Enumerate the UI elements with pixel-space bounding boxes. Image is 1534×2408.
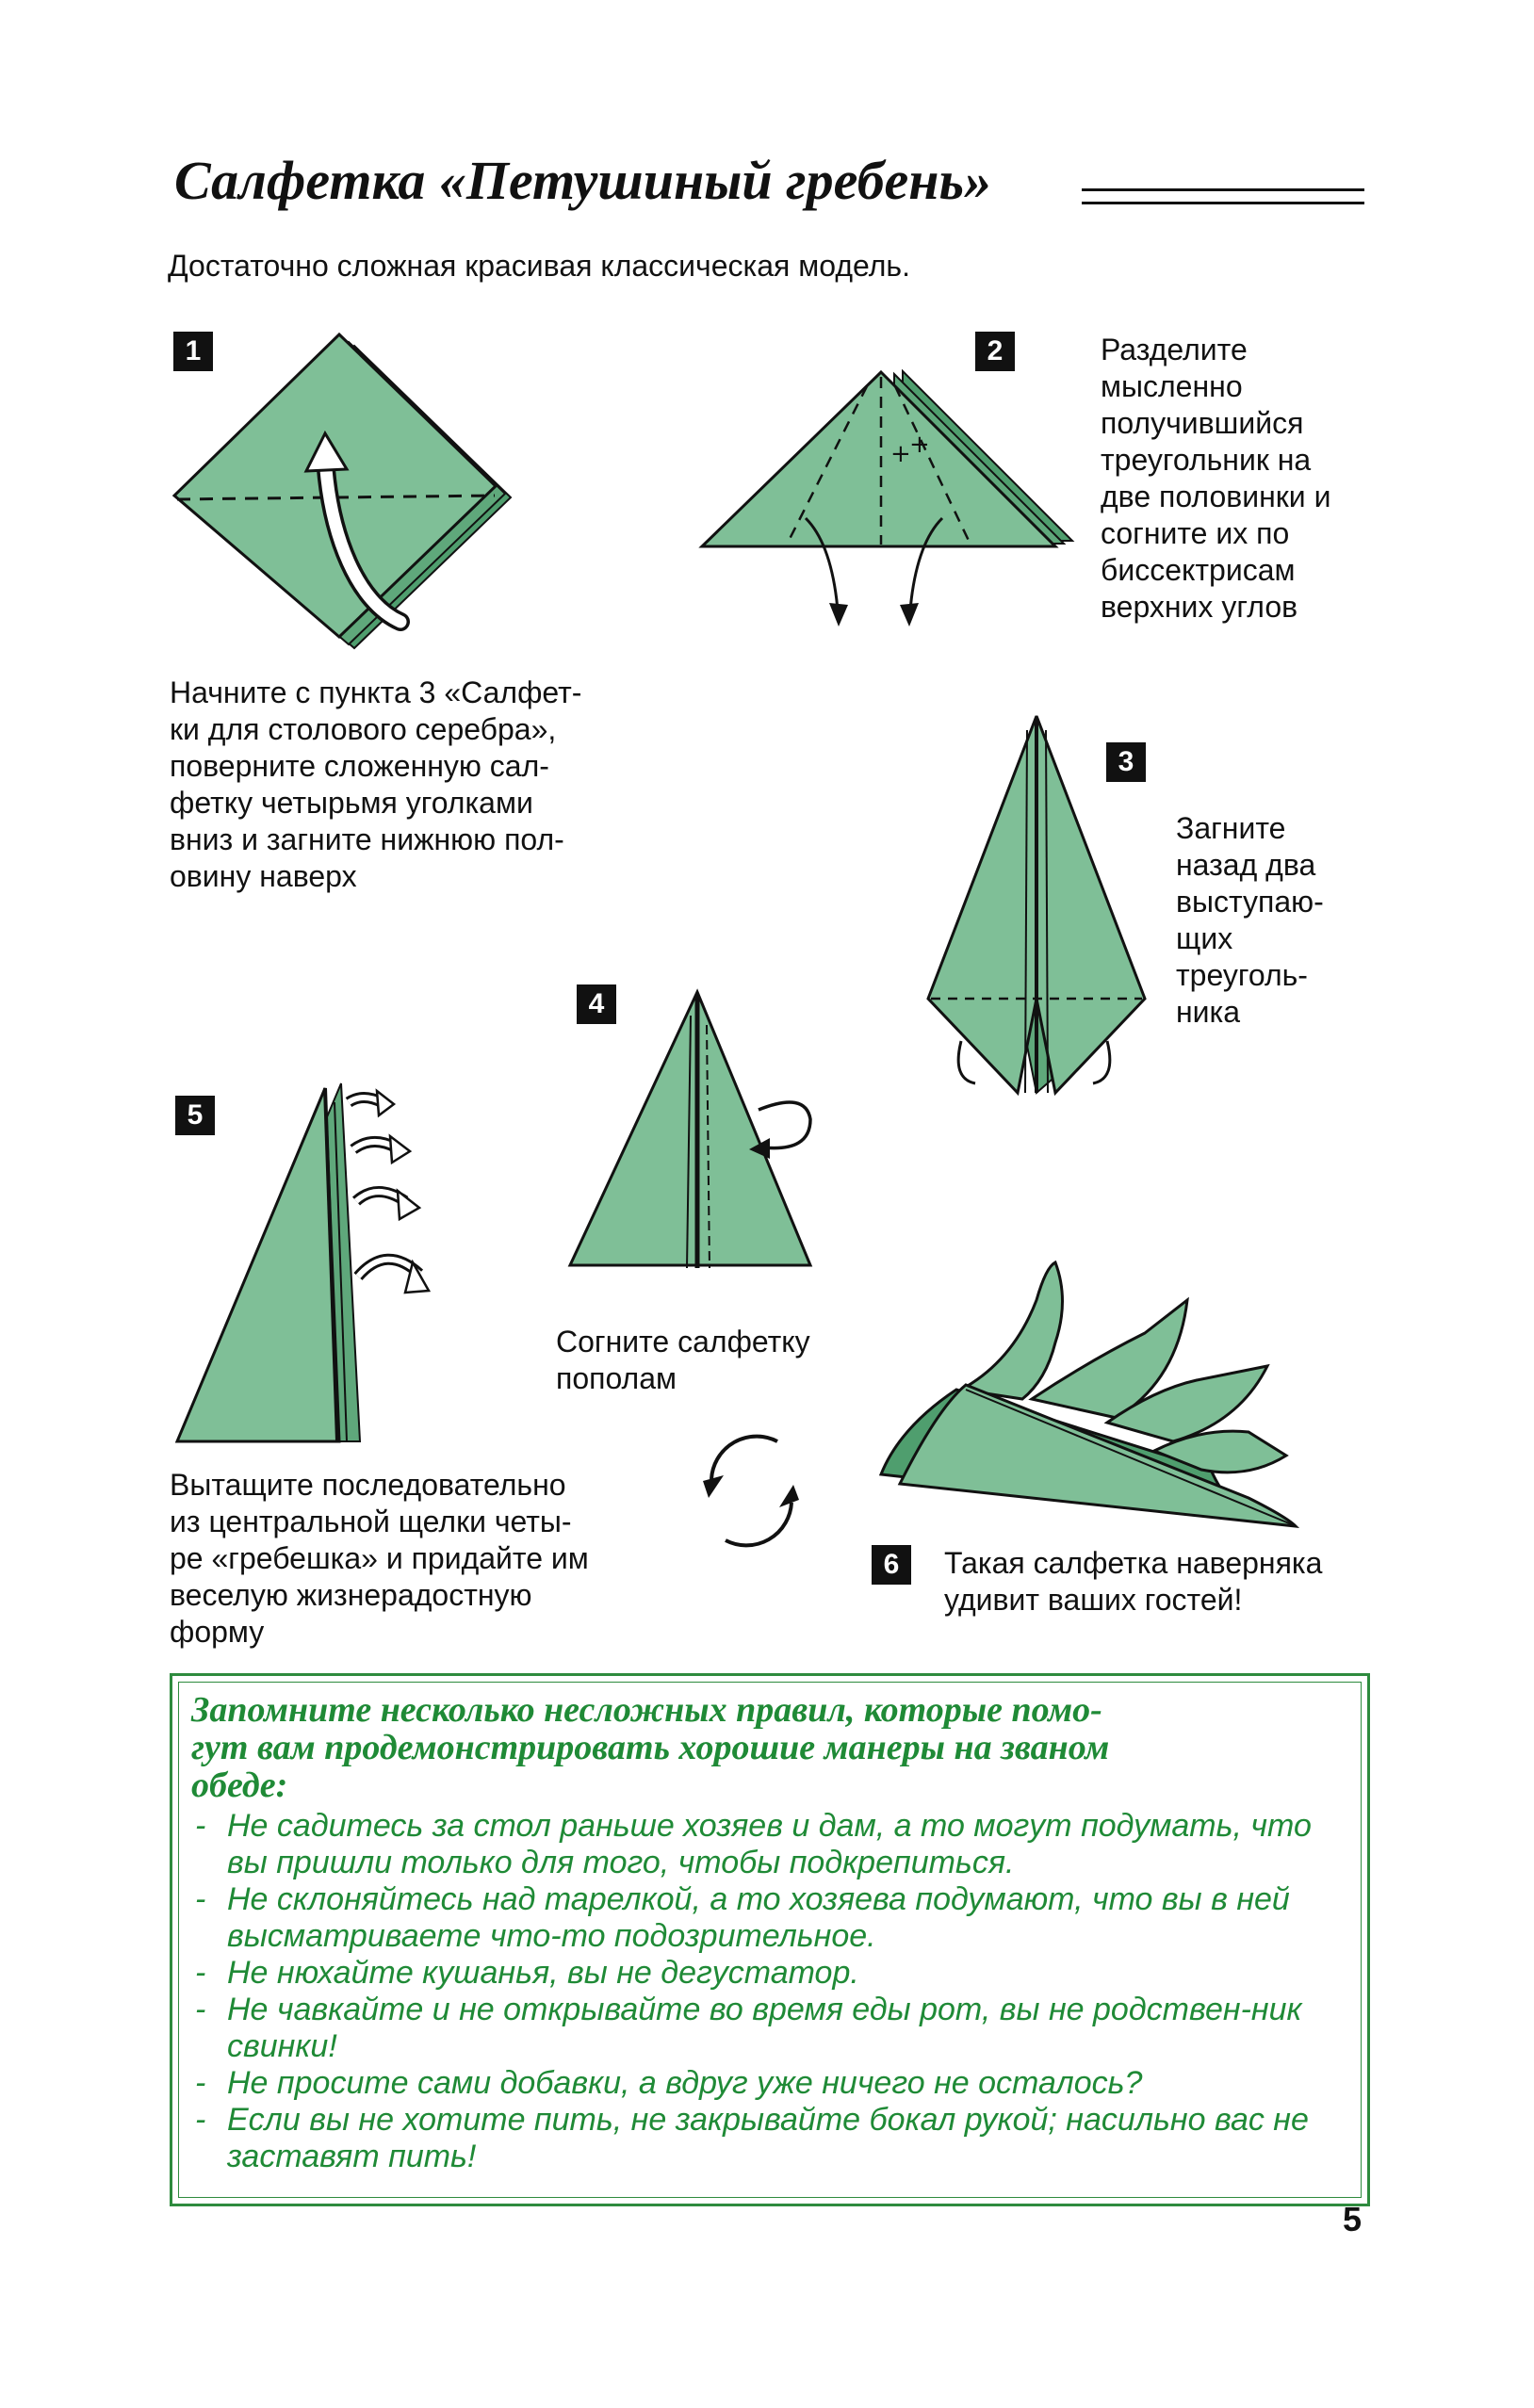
step-6-badge: 6 xyxy=(872,1545,911,1585)
subtitle: Достаточно сложная красивая классическая модель. xyxy=(168,249,910,283)
svg-text:+: + xyxy=(890,440,911,468)
page-title: Салфетка «Петушиный гребень» xyxy=(174,150,991,211)
rule-item: - Не просите сами добавки, а вдруг уже ничего не осталось? xyxy=(191,2065,1356,2102)
rule-item: - Не нюхайте кушанья, вы не дегустатор. xyxy=(191,1955,1356,1992)
step-1-illustration xyxy=(170,330,518,659)
step-4-badge: 4 xyxy=(577,984,616,1024)
step-2-text: Разделите мысленно получившийся треугольник на две половинки и согните их по биссектрисам верхних углов xyxy=(1101,333,1331,624)
step-4-text: Согните салфетку пополам xyxy=(556,1325,810,1395)
step-6-text: Такая салфетка наверняка удивит ваших гостей! xyxy=(944,1546,1323,1617)
step-3-illustration xyxy=(905,711,1159,1107)
rules-list xyxy=(191,1808,1356,2175)
title-rule-bottom xyxy=(1082,202,1364,204)
title-rule-top xyxy=(1082,188,1364,191)
rules-heading: Запомните несколько несложных правил, которые помо- гут вам продемонстрировать хорошие манеры на званом обеде: xyxy=(191,1690,1110,1805)
rule-item: - Не садитесь за стол раньше хозяев и дам, а то могут подумать, что вы пришли только для того, чтобы подкрепиться. xyxy=(191,1808,1356,1881)
step-2-badge: 2 xyxy=(975,332,1015,371)
step-2-illustration xyxy=(697,339,1074,641)
rule-item: - Не склоняйтесь над тарелкой, а то хозяева подумают, что вы в ней высматриваете что-то подозрительное. xyxy=(191,1881,1356,1955)
step-5-illustration xyxy=(170,1074,443,1451)
step-1-badge: 1 xyxy=(173,332,213,371)
step-5-text: Вытащите последовательно из центральной щелки четы- ре «гребешка» и придайте им веселую жизнерадостную форму xyxy=(170,1468,589,1649)
rule-item: - Если вы не хотите пить, не закрывайте бокал рукой; насильно вас не заставят пить! xyxy=(191,2102,1356,2175)
rule-item: - Не чавкайте и не открывайте во время еды рот, вы не родствен-ник свинки! xyxy=(191,1992,1356,2065)
rotate-arrows-icon xyxy=(688,1423,820,1554)
svg-text:+: + xyxy=(909,431,930,459)
step-1-text: Начните с пункта 3 «Салфет- ки для столового серебра», поверните сложенную сал- фетку четырьмя уголками вниз и загните нижнюю пол- овину наверх xyxy=(170,675,582,893)
step-3-badge: 3 xyxy=(1106,742,1146,782)
step-6-illustration xyxy=(872,1258,1362,1540)
step-3-text: Загните назад два выступаю- щих треуголь- ника xyxy=(1176,811,1324,1029)
etiquette-rules-box xyxy=(170,1673,1370,2206)
step-4-illustration xyxy=(561,987,834,1289)
page-number: 5 xyxy=(1343,2200,1363,2238)
step-5-badge: 5 xyxy=(175,1096,215,1135)
